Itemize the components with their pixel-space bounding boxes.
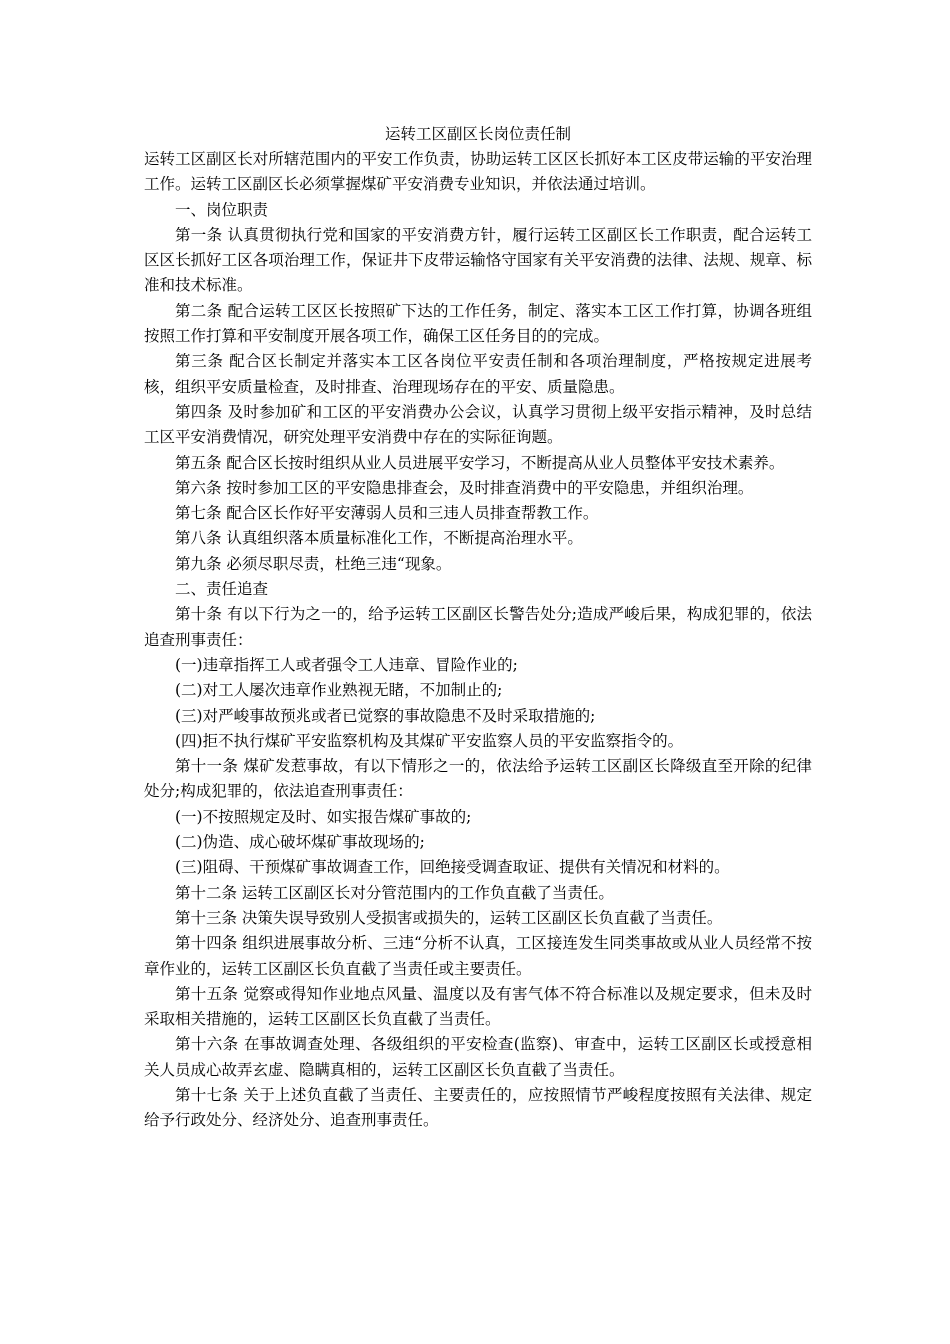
- document-title: 运转工区副区长岗位责任制: [384, 125, 571, 143]
- paragraph: 第十二条 运转工区副区长对分管范围内的工作负直截了当责任。: [175, 883, 614, 902]
- paragraph: (三)对严峻事故预兆或者已觉察的事故隐患不及时采取措施的;: [175, 706, 596, 725]
- document-page: [144, 122, 812, 1134]
- paragraph: 第二条 配合运转工区区长按照矿下达的工作任务，制定、落实本工区工作打算，协调各班组按照工作打算和平安制度开展各项工作，确保工区任务目的的完成。: [144, 301, 812, 346]
- paragraph: (一)违章指挥工人或者强令工人违章、冒险作业的;: [175, 655, 518, 674]
- paragraph: 第四条 及时参加矿和工区的平安消费办公会议，认真学习贯彻上级平安指示精神，及时总结工区平安消费情况，研究处理平安消费中存在的实际征询题。: [144, 402, 812, 447]
- paragraph: 第十五条 觉察或得知作业地点风量、温度以及有害气体不符合标准以及规定要求，但未及时采取相关措施的，运转工区副区长负直截了当责任。: [144, 984, 812, 1029]
- document-body: [144, 147, 812, 1134]
- paragraph: 第十六条 在事故调查处理、各级组织的平安检查(监察)、审查中，运转工区副区长或授意相关人员成心故弄玄虚、隐瞒真相的，运转工区副区长负直截了当责任。: [144, 1035, 812, 1079]
- paragraph: 第九条 必须尽职尽责，杜绝三违“现象。: [175, 554, 452, 573]
- paragraph: 第一条 认真贯彻执行党和国家的平安消费方针，履行运转工区副区长工作职责，配合运转工区区长抓好工区各项治理工作，保证井下皮带运输恪守国家有关平安消费的法律、法规、规章、标准和技术标准。: [144, 225, 812, 295]
- paragraph: (四)拒不执行煤矿平安监察机构及其煤矿平安监察人员的平安监察指令的。: [175, 731, 684, 750]
- paragraph: 一、岗位职责: [175, 200, 269, 219]
- paragraph: (三)阻碍、干预煤矿事故调查工作，回绝接受调查取证、提供有关情况和材料的。: [175, 858, 730, 877]
- paragraph: 第三条 配合区长制定并落实本工区各岗位平安责任制和各项治理制度，严格按规定进展考核，组织平安质量检查，及时排查、治理现场存在的平安、质量隐患。: [144, 352, 812, 396]
- paragraph: 第十四条 组织进展事故分析、三违“分析不认真，工区接连发生同类事故或从业人员经常不按章作业的，运转工区副区长负直截了当责任或主要责任。: [144, 934, 812, 978]
- paragraph: 第六条 按时参加工区的平安隐患排查会，及时排查消费中的平安隐患，并组织治理。: [175, 478, 754, 497]
- paragraph: (二)对工人屡次违章作业熟视无睹，不加制止的;: [175, 681, 503, 700]
- paragraph: 第五条 配合区长按时组织从业人员进展平安学习，不断提高从业人员整体平安技术素养。: [175, 453, 785, 472]
- paragraph: 第十三条 决策失误导致别人受损害或损失的，运转工区副区长负直截了当责任。: [175, 908, 723, 927]
- paragraph: 第十条 有以下行为之一的，给予运转工区副区长警告处分;造成严峻后果，构成犯罪的，依法追查刑事责任：: [144, 605, 812, 649]
- paragraph: (一)不按照规定及时、如实报告煤矿事故的;: [175, 807, 472, 826]
- paragraph: 第七条 配合区长作好平安薄弱人员和三违人员排查帮教工作。: [175, 504, 599, 523]
- paragraph: (二)伪造、成心破坏煤矿事故现场的;: [175, 833, 425, 852]
- paragraph: 第八条 认真组织落本质量标准化工作，不断提高治理水平。: [175, 529, 583, 548]
- paragraph: 运转工区副区长对所辖范围内的平安工作负责，协助运转工区区长抓好本工区皮带运输的平安治理工作。运转工区副区长必须掌握煤矿平安消费专业知识，并依法通过培训。: [144, 150, 812, 194]
- paragraph: 第十一条 煤矿发惹事故，有以下情形之一的，依法给予运转工区副区长降级直至开除的纪律处分;构成犯罪的，依法追查刑事责任：: [144, 757, 812, 801]
- paragraph: 第十七条 关于上述负直截了当责任、主要责任的，应按照情节严峻程度按照有关法律、规定给予行政处分、经济处分、追查刑事责任。: [144, 1085, 812, 1130]
- paragraph: 二、责任追查: [175, 580, 269, 599]
